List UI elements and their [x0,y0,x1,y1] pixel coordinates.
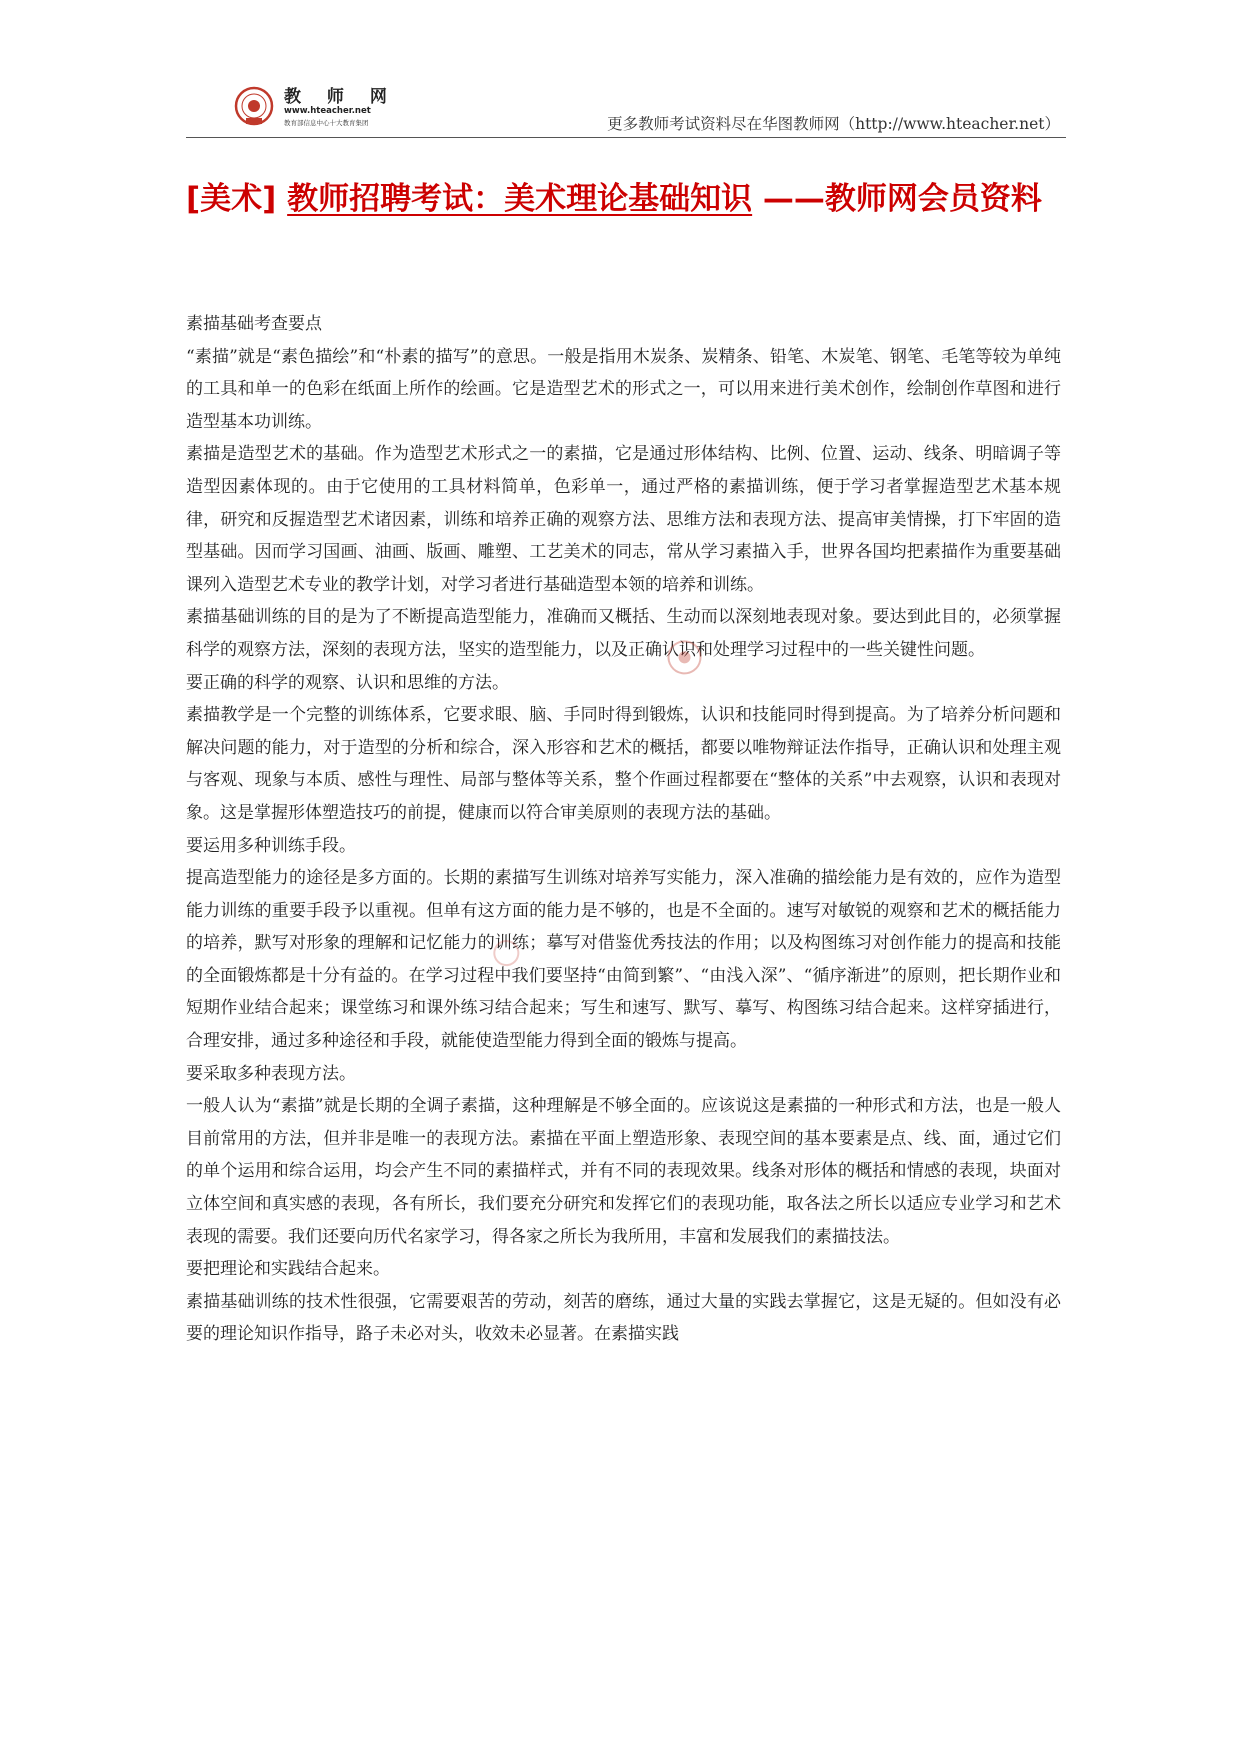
section-heading: 素描基础考查要点 [186,314,322,334]
logo-url: www.hteacher.net [284,106,371,116]
paragraph: 素描教学是一个完整的训练体系，它要求眼、脑、手同时得到锻炼，认识和技能同时得到提高。为了培养分析问题和解决问题的能力，对于造型的分析和综合，深入形容和艺术的概括，都要以唯物辩证法作指导，正确认识和处理主观与客观、现象与本质、感性与理性、局部与整体等关系，整个作画过程都要在“整体的关系”中去观察，认识和表现对象。这是掌握形体塑造技巧的前提，健康而以符合审美原则的表现方法的基础。 [186,705,1061,823]
logo-subtitle: 教育部信息中心十大教育集团 [284,119,369,127]
paragraph: 提高造型能力的途径是多方面的。长期的素描写生训练对培养写实能力，深入准确的描绘能力是有效的，应作为造型能力训练的重要手段予以重视。但单有这方面的能力是不够的，也是不全面的。速写对敏锐的观察和艺术的概括能力的培养，默写对形象的理解和记忆能力的训练；摹写对借鉴优秀技法的作用；以及构图练习对创作能力的提高和技能的全面锻炼都是十分有益的。在学习过程中我们要坚持“由简到繁”、“由浅入深”、“循序渐进”的原则，把长期作业和短期作业结合起来；课堂练习和课外练习结合起来；写生和速写、默写、摹写、构图练习结合起来。这样穿插进行，合理安排，通过多种途径和手段，就能使造型能力得到全面的锻炼与提高。 [186,868,1061,1052]
header-divider [186,137,1066,138]
subheading: 要运用多种训练手段。 [186,835,356,856]
title-link[interactable]: 教师招聘考试：美术理论基础知识 [287,181,753,217]
subheading: 要正确的科学的观察、认识和思维的方法。 [186,672,509,693]
logo-name: 教 师 网 [284,87,397,107]
title-suffix: ——教师网会员资料 [752,181,1042,217]
article-body [186,308,1061,1351]
paragraph: “素描”就是“素色描绘”和“朴素的描写”的意思。一般是指用木炭条、炭精条、铅笔、木炭笔、钢笔、毛笔等较为单纯的工具和单一的色彩在纸面上所作的绘画。它是造型艺术的形式之一，可以用来进行美术创作，绘制创作草图和进行造型基本功训练。 [186,346,1061,432]
page-header [186,72,1066,138]
paragraph: 一般人认为“素描”就是长期的全调子素描，这种理解是不够全面的。应该说这是素描的一种形式和方法，也是一般人目前常用的方法，但并非是唯一的表现方法。素描在平面上塑造形象、表现空间的基本要素是点、线、面，通过它们的单个运用和综合运用，均会产生不同的素描样式，并有不同的表现效果。线条对形体的概括和情感的表现，块面对立体空间和真实感的表现，各有所长，我们要充分研究和发挥它们的表现功能，取各法之所长以适应专业学习和艺术表现的需要。我们还要向历代名家学习，得各家之所长为我所用，丰富和发展我们的素描技法。 [186,1096,1061,1247]
header-site-link[interactable]: 更多教师考试资料尽在华图教师网（http://www.hteacher.net） [607,115,1060,133]
paragraph: 素描是造型艺术的基础。作为造型艺术形式之一的素描，它是通过形体结构、比例、位置、运动、线条、明暗调子等造型因素体现的。由于它使用的工具材料简单，色彩单一，通过严格的素描训练，便于学习者掌握造型艺术基本规律，研究和反握造型艺术诸因素，训练和培养正确的观察方法、思维方法和表现方法、提高审美情操，打下牢固的造型基础。因而学习国画、油画、版画、雕塑、工艺美术的同志，常从学习素描入手，世界各国均把素描作为重要基础课列入造型艺术专业的教学计划，对学习者进行基础造型本领的培养和训练。 [186,444,1061,595]
paragraph: 素描基础训练的目的是为了不断提高造型能力，准确而又概括、生动而以深刻地表现对象。要达到此目的，必须掌握科学的观察方法，深刻的表现方法，坚实的造型能力，以及正确认识和处理学习过程中的一些关键性问题。 [186,607,1061,660]
document-title [186,160,1066,238]
paragraph: 素描基础训练的技术性很强，它需要艰苦的劳动，刻苦的磨练，通过大量的实践去掌握它，这是无疑的。但如没有必要的理论知识作指导，路子未必对头，收效未必显著。在素描实践 [186,1291,1061,1345]
subheading: 要采取多种表现方法。 [186,1063,356,1084]
title-tag: [美术] [186,181,277,217]
site-logo[interactable] [234,84,424,132]
subheading: 要把理论和实践结合起来。 [186,1259,390,1280]
seal-icon [234,86,274,126]
